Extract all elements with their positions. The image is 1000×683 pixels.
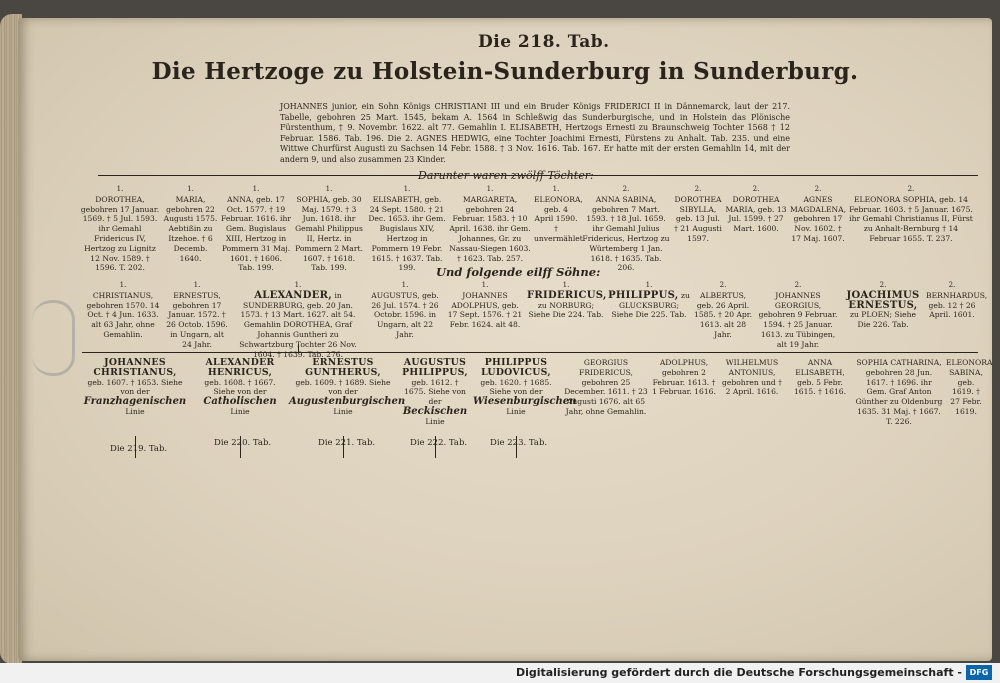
grandchild-entry: ELEONORA SABINA, geb. 1619. † 27 Febr. 1619. bbox=[946, 358, 993, 416]
daughter-entry: 1. SOPHIA, geb. 30 Maj. 1579. † 3 Jun. 1618. ihr Gemahl Philippus II, Hertz. in Pommern 2 Mart. 1607. † 1618. Tab. 199. bbox=[295, 185, 363, 273]
son-entry: 1. PHILIPPUS, zu GLUCKSBURG; Siehe Die 225. Tab. bbox=[608, 281, 690, 320]
daughter-entry: 2. DOROTHEA SIBYLLA, geb. 13 Jul. † 21 Augusti 1597. bbox=[674, 185, 722, 243]
grandchild-entry: GEORGIUS FRIDERICUS, gebohren 25 December. 1611. † 23 Augusti 1676. alt 65 Jahr, ohne Gemahlin. bbox=[564, 358, 648, 416]
son-entry: 2. JOHANNES GEORGIUS, gebohren 9 Februar. 1594. † 25 Januar. 1613. zu Tübingen, alt 19 Jahr. bbox=[758, 281, 838, 349]
daughter-entry: 1. DOROTHEA, gebohren 17 Januar. 1569. † 5 Jul. 1593. ihr Gemahl Fridericus IV, Hertzog zu Lignitz 12 Nov. 1589. † 1596. T. 202. bbox=[80, 185, 160, 273]
son-entry: 1. CHRISTIANUS, gebohren 1570. 14 Oct. † 4 Jun. 1633. alt 63 Jahr, ohne Gemahlin. bbox=[86, 281, 160, 339]
grandchild-entry: ALEXANDER HENRICUS, geb. 1608. † 1667. Siehe von der Catholischen Linie bbox=[203, 357, 277, 416]
table-reference: Die 223. Tab. bbox=[490, 438, 548, 448]
son-entry: 2. JOACHIMUS ERNESTUS, zu PLOEN; Siehe Die 226. Tab. bbox=[846, 281, 920, 330]
paper-clip-shape bbox=[32, 300, 75, 376]
sons-heading: Und folgende eilff Söhne: bbox=[436, 265, 601, 279]
daughter-entry: 1. ELISABETH, geb. 24 Sept. 1580. † 21 Dec. 1653. ihr Gem. Bugislaus XIV, Hertzog in Pommern 19 Febr. 1615. † 1637. Tab. 199. bbox=[368, 185, 446, 273]
grandchild-entry: ADOLPHUS, gebohren 2 Februar. 1613. † 1 Februar. 1616. bbox=[652, 358, 716, 397]
son-entry: 1. ERNESTUS, gebohren 17 Januar. 1572. † 26 Octob. 1596. in Ungarn, alt 24 Jahr. bbox=[166, 281, 228, 349]
daughter-entry: 1. MARGARETA, gebohren 24 Februar. 1583. † 10 April. 1638. ihr Gem. Johannes, Gr. zu Nassau-Siegen 1603. † 1623. Tab. 257. bbox=[449, 185, 531, 263]
son-entry: 2. BERNHARDUS, geb. 12 † 26 April. 1601. bbox=[926, 281, 988, 320]
grandchild-entry: PHILIPPUS LUDOVICUS, geb. 1620. † 1685. Siehe von der Wiesenburgischen Linie bbox=[473, 357, 577, 416]
grandchildren-rule bbox=[82, 352, 978, 353]
table-reference: Die 221. Tab. bbox=[318, 438, 376, 448]
grandchild-entry: ANNA ELISABETH, geb. 5 Febr. 1615. † 1616. bbox=[793, 358, 847, 397]
grandchild-entry: ERNESTUS GUNTHERUS, geb. 1609. † 1689. Siehe von der Augustenburgischen Linie bbox=[289, 357, 406, 416]
daughter-entry: 2. AGNES MAGDALENA, gebohren 17 Nov. 1602. † 17 Maj. 1607. bbox=[790, 185, 847, 243]
grandchild-entry: JOHANNES CHRISTIANUS, geb. 1607. † 1653. Siehe von der Franzhagenischen Linie bbox=[83, 357, 187, 416]
digitization-footer bbox=[0, 663, 1000, 683]
table-reference: Die 220. Tab. bbox=[214, 438, 272, 448]
grandchild-entry: SOPHIA CATHARINA, gebohren 28 Jun. 1617. † 1696. ihr Gem. Graf Anton Günther zu Oldenburg 1635. 31 Maj. † 1667. T. 226. bbox=[855, 358, 943, 426]
daughter-entry: 2. ELEONORA SOPHIA, geb. 14 Februar. 1603. † 5 Januar. 1675. ihr Gemahl Christianus II, Fürst zu Anhalt-Bernburg † 14 Februar 1655. T. 237. bbox=[849, 185, 973, 243]
table-number: Die 218. Tab. bbox=[478, 32, 610, 52]
grandchild-entry: AUGUSTUS PHILIPPUS, geb. 1612. † 1675. Siehe von der Beckischen Linie bbox=[402, 357, 468, 426]
son-entry-alexander: 1. ALEXANDER, in SUNDERBURG, geb. 20 Jan. 1573. † 13 Mart. 1627. alt 54. Gemahlin DOROTHEA, Graf Johannis Guntheri zu Schwartzburg Tochter 26 Nov. 1604. † 1639. Tab. 276. bbox=[239, 281, 357, 359]
daughters-heading: Darunter waren zwölff Töchter: bbox=[418, 169, 594, 182]
alexander-connector bbox=[298, 344, 299, 352]
son-entry: 1. JOHANNES ADOLPHUS, geb. 17 Sept. 1576. † 21 Febr. 1624. alt 48. bbox=[447, 281, 523, 330]
daughter-entry: 2. DOROTHEA MARIA, geb. 13 Jul. 1599. † 27 Mart. 1600. bbox=[725, 185, 787, 234]
page-title: Die Hertzoge zu Holstein-Sunderburg in Sunderburg. bbox=[151, 58, 859, 85]
document-page bbox=[18, 18, 992, 661]
dfg-logo-icon: DFG bbox=[966, 665, 992, 680]
son-entry: 2. ALBERTUS, geb. 26 April. 1585. † 20 Apr. 1613. alt 28 Jahr. bbox=[694, 281, 752, 339]
daughter-entry: 1. ANNA, geb. 17 Oct. 1577. † 19 Februar. 1616. ihr Gem. Bugislaus XIII, Hertzog in Pommern 31 Maj. 1601. † 1606. Tab. 199. bbox=[221, 185, 291, 273]
son-entry: 1. FRIDERICUS, zu NORBURG; Siehe Die 224. Tab. bbox=[527, 281, 607, 320]
daughter-entry: 1. ELEONORA, geb. 4 April 1590. † unvermählet. bbox=[534, 185, 586, 243]
table-reference: Die 219. Tab. bbox=[110, 444, 168, 454]
daughter-entry: 1. MARIA, gebohren 22 Augusti 1575. Aebtißin zu Itzehoe. † 6 Decemb. 1640. bbox=[163, 185, 218, 263]
son-entry: 1. AUGUSTUS, geb. 26 Jul. 1574. † 26 Octobr. 1596. in Ungarn, alt 22 Jahr. bbox=[371, 281, 439, 339]
table-reference: Die 222. Tab. bbox=[410, 438, 468, 448]
grandchild-entry: WILHELMUS ANTONIUS, gebohren und † 2 April. 1616. bbox=[722, 358, 782, 397]
daughter-entry: 2. ANNA SABINA, gebohren 7 Mart. 1593. † 18 Jul. 1659. ihr Gemahl Julius Fridericus, Hertzog zu Würtemberg 1 Jan. 1618. † 1635. Tab. 206. bbox=[582, 185, 670, 273]
footer-text: Digitalisierung gefördert durch die Deutsche Forschungsgemeinschaft - bbox=[515, 666, 962, 679]
intro-paragraph: JOHANNES junior, ein Sohn Königs CHRISTIANI III und ein Bruder Königs FRIDERICI II in Dännemarck, laut der 217. Tabelle, gebohren 25 Mart. 1545, bekam A. 1564 in Schleßwig das Sunderburgische, und in Holstein das Plönische Fürstenthum, † 9. Novembr. 1622. alt 77. Gemahlin I. ELISABETH, Hertzogs Ernesti zu Braunschweig Tochter 1568 † 12 Februar. 1586. Tab. 196. Die 2. AGNES HEDWIG, eine Tochter Joachimi Ernesti, Fürstens zu Anhalt. Tab. 235. und eine Wittwe Churfürst Augusti zu Sachsen 14 Febr. 1588. † 3 Nov. 1616. Tab. 167. Er hatte mit der ersten Gemahlin 14, mit der andern 9, und also zusammen 23 Kinder. bbox=[280, 102, 790, 164]
